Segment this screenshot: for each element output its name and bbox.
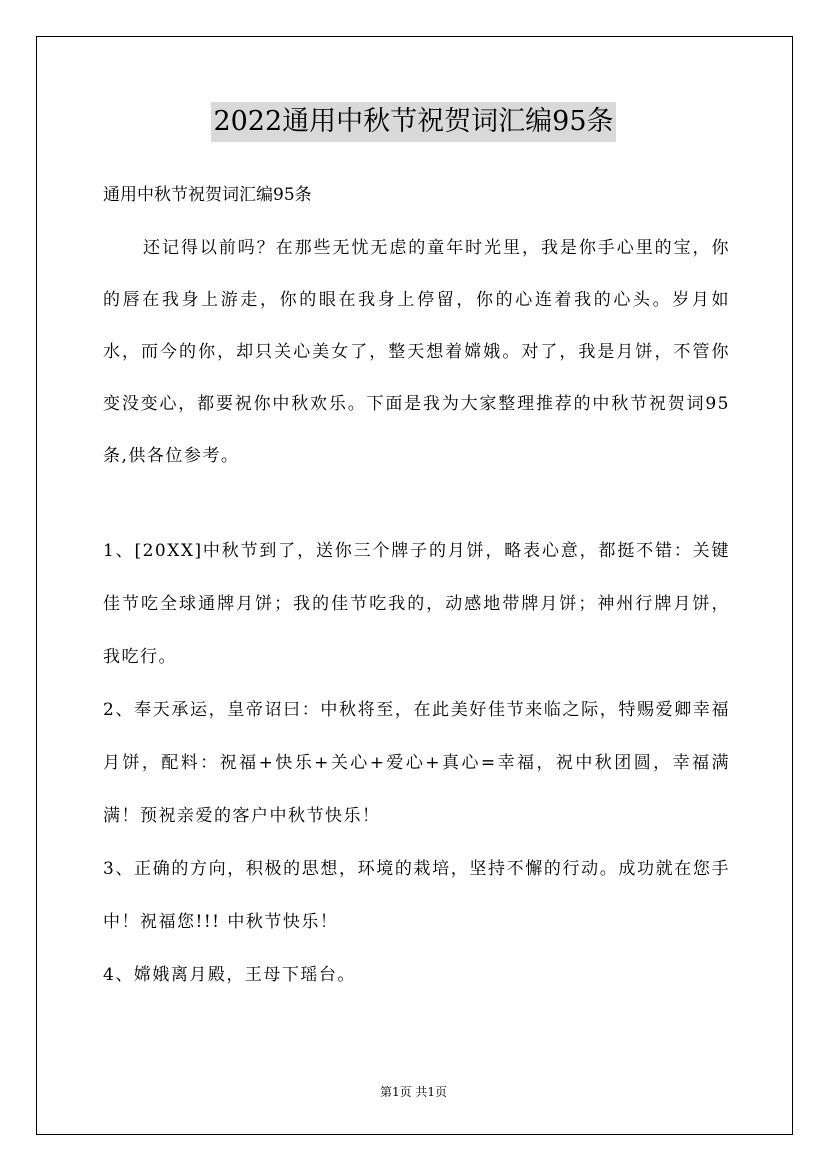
document-title: 2022通用中秋节祝贺词汇编95条	[211, 102, 615, 142]
list-item: 2、奉天承运，皇帝诏曰：中秋将至，在此美好佳节来临之际，特赐爱卿幸福月饼，配料：祝福+快乐+关心+爱心+真心=幸福，祝中秋团圆，幸福满满！预祝亲爱的客户中秋节快乐！	[103, 700, 730, 826]
list-item: 4、嫦娥离月殿，王母下瑶台。	[103, 965, 356, 985]
page-footer: 第1页 共1页	[379, 1085, 448, 1099]
intro-paragraph: 还记得以前吗？在那些无忧无虑的童年时光里，我是你手心里的宝，你的唇在我身上游走，你的眼在我身上停留，你的心连着我的心头。岁月如水，而今的你，却只关心美女了，整天想着嫦娥。对了，我是月饼，不管你变没变心，都要祝你中秋欢乐。下面是我为大家整理推荐的中秋节祝贺词95条,供各位参考。	[103, 238, 730, 466]
list-item: 3、正确的方向，积极的思想，环境的栽培，坚持不懈的行动。成功就在您手中！祝福您!!! 中秋节快乐！	[103, 859, 730, 932]
document-body	[103, 178, 730, 1002]
title-container	[0, 102, 827, 142]
document-subtitle: 通用中秋节祝贺词汇编95条	[103, 185, 312, 205]
list-item: 1、[20XX]中秋节到了，送你三个牌子的月饼，略表心意，都挺不错：关键佳节吃全球通牌月饼；我的佳节吃我的，动感地带牌月饼；神州行牌月饼，我吃行。	[103, 541, 730, 667]
greetings-list	[103, 525, 730, 1002]
